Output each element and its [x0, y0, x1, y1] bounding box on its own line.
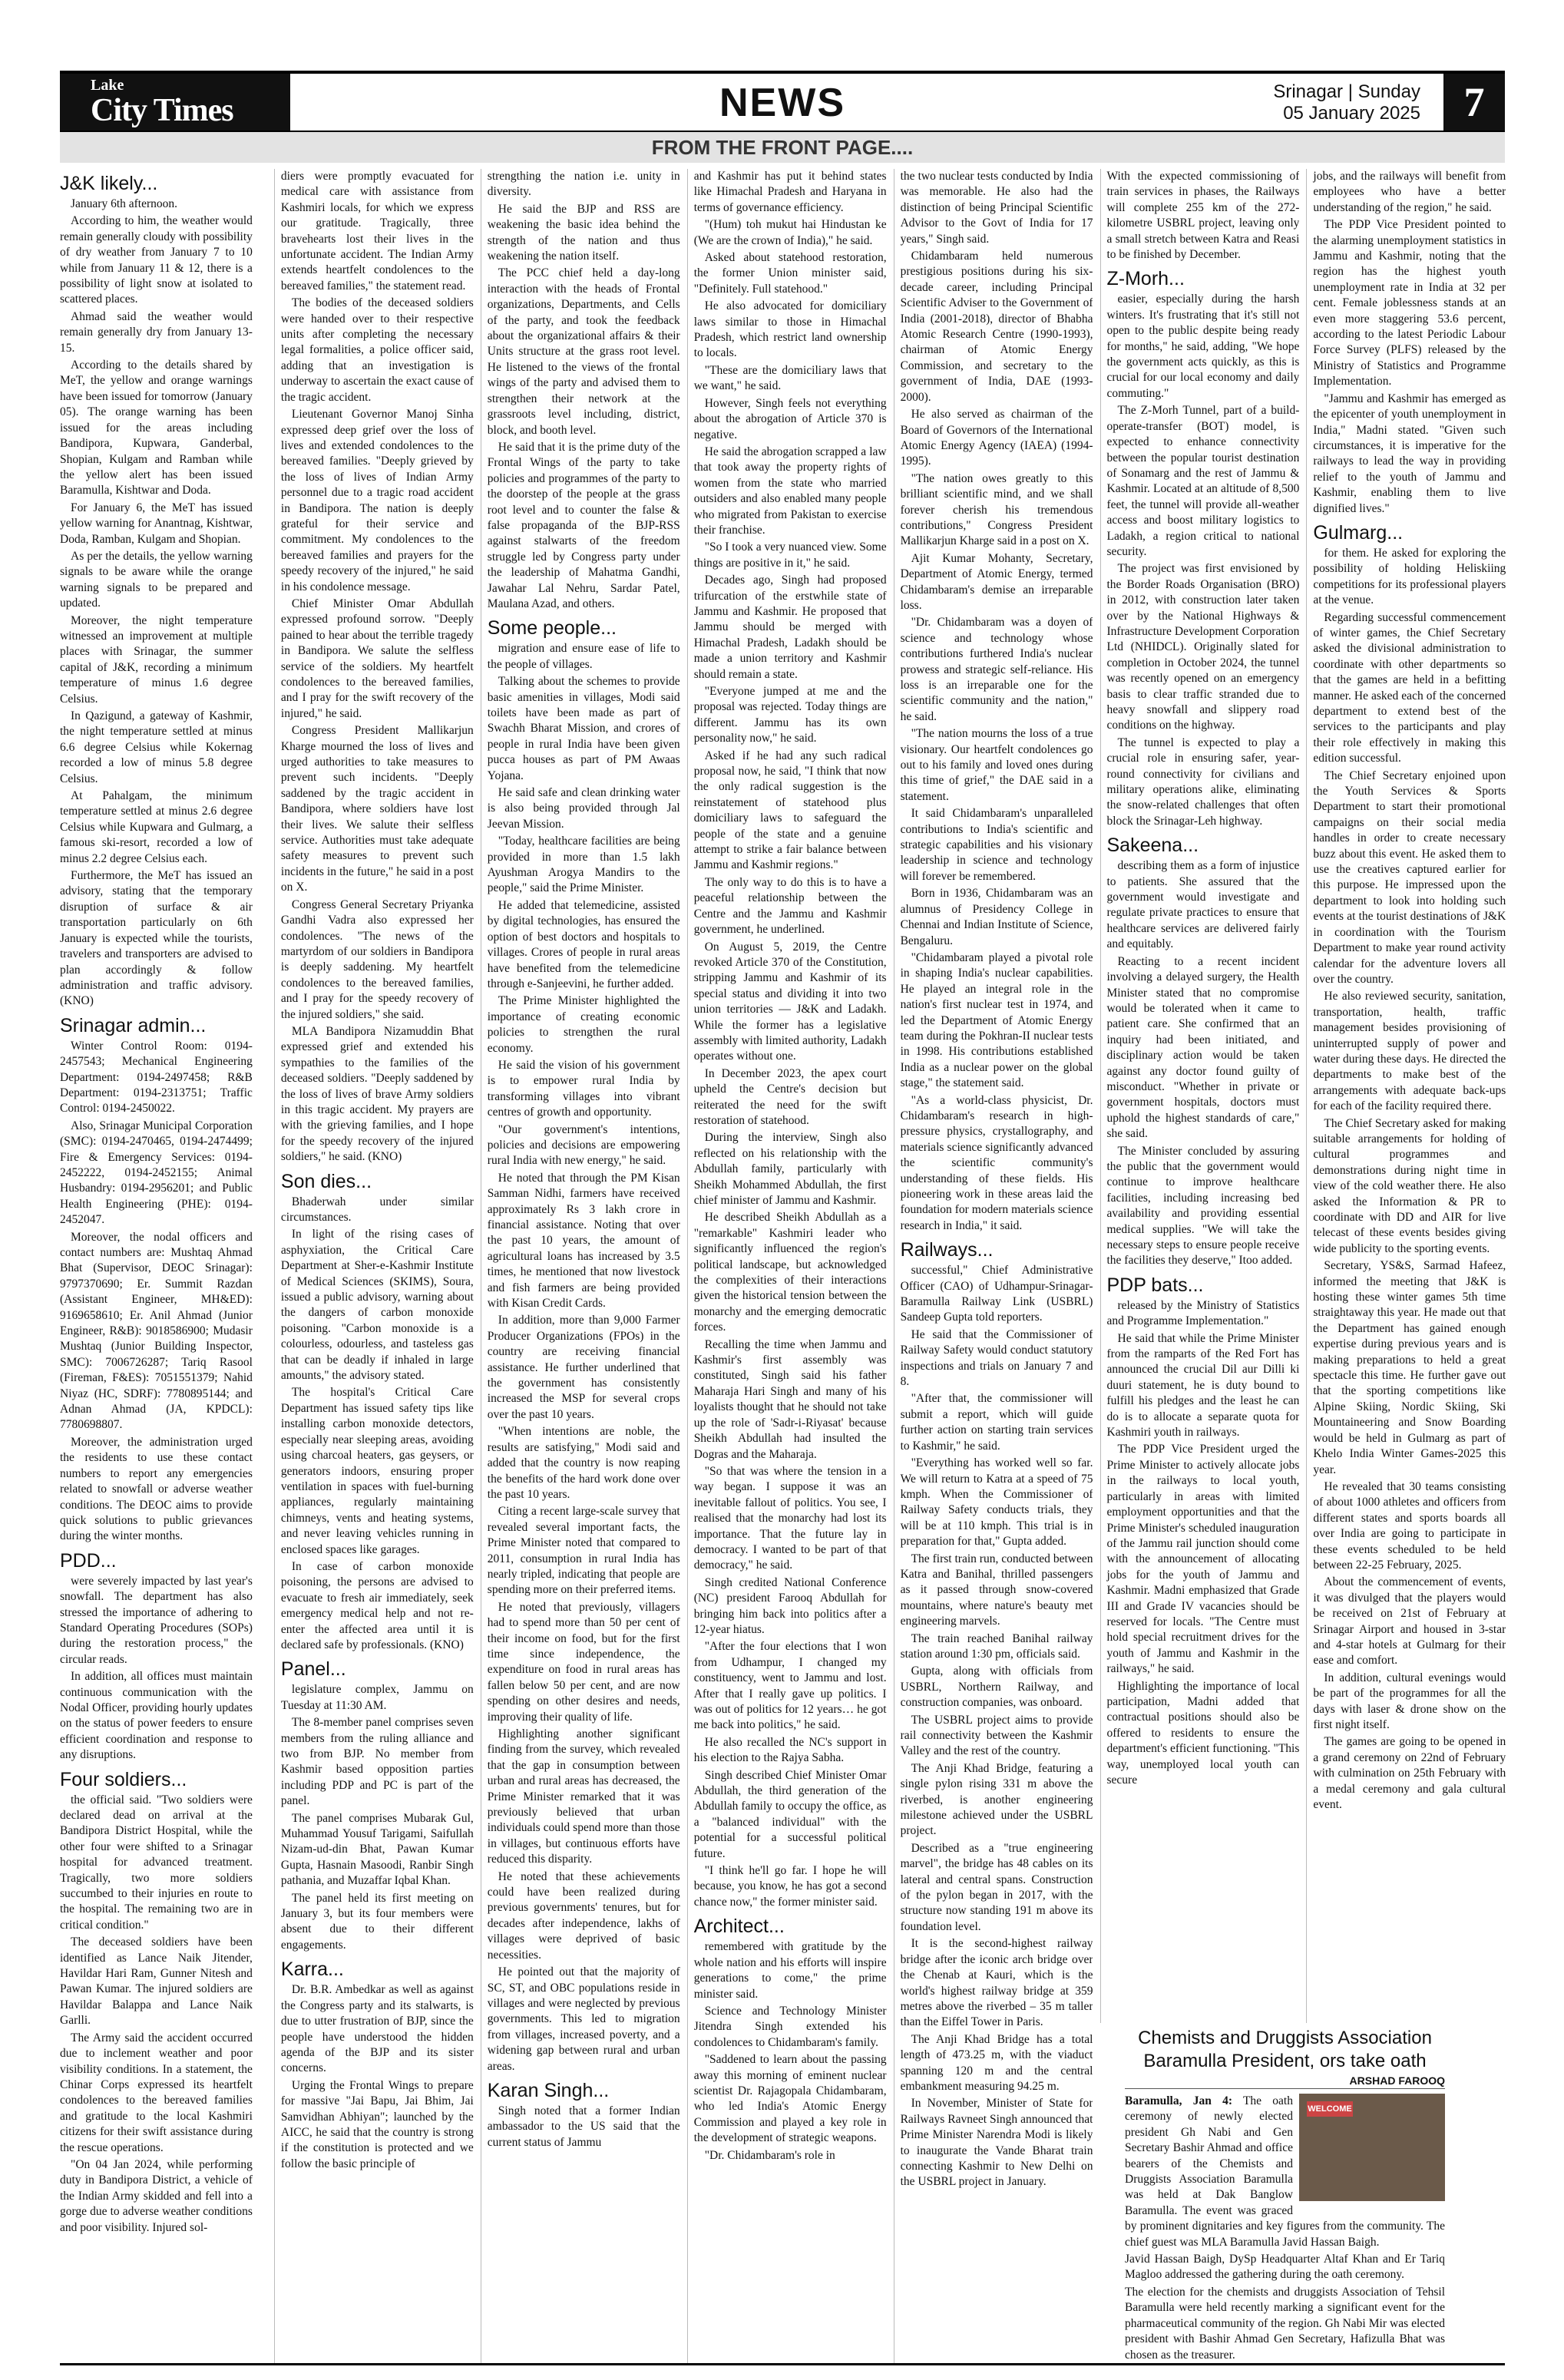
story-paragraph: On August 5, 2019, the Centre revoked Article 370 of the Constitution, stripping Jammu and Kashmir of its special status and dividing it into two union territories — J&K and Ladakh. While the former has a legislative assembly with limited authority, Ladakh operates without one. — [693, 940, 887, 1063]
story-paragraph: He said that while the Prime Minister from the ramparts of the Red Fort has announced the crucial Dil aur Dilli ki duuri statement, he is duty bound to fulfill his pledges and the least he can do is to allocate a separate quota for Kashmiri youth in railways. — [1106, 1331, 1300, 1440]
story-paragraph: "The nation owes greatly to this brilliant scientific mind, and we shall forever cherish his tremendous contributions," Congress President Mallikarjun Kharge said in a post on X. — [900, 471, 1093, 548]
story-paragraph: Singh noted that a former Indian ambassador to the US said that the current status of Jammu — [487, 2104, 680, 2149]
story-paragraph: Described as a "true engineering marvel", the bridge has 48 cables on its lateral and central spans. Construction of the pylon began in 2017, with the structure now standing 191 m above its foundation level. — [900, 1841, 1093, 1933]
boxed-story-text: The oath ceremony of newly elected president Gh Nabi and Gen Secretary Bashir Ahmad and office bearers of the Chemists and Druggists Association Baramulla was held at Dak Banglow Baramulla. The event was graced by prominent dignitaries and key figures from the community. The chief guest was MLA Baramulla Javid Hassan Baigh. — [1125, 2094, 1445, 2249]
story-paragraph: The panel comprises Mubarak Gul, Muhammad Yousuf Tarigami, Saifullah Nizam-ud-din Bhat, Pawan Kumar Gupta, Hasnain Masoodi, Ranbir Singh pathania, and Muzaffar Iqbal Khan. — [280, 1811, 474, 1888]
story-paragraph: In case of carbon monoxide poisoning, the persons are advised to evacuate to fresh air immediately, seek emergency medical help and not re-enter the affected area until it is declared safe by professionals. (KNO) — [280, 1559, 474, 1651]
story-section — [60, 1014, 253, 1545]
story-paragraph: He said the vision of his government is to empower rural India by transforming villages into vibrant centres of growth and opportunity. — [487, 1058, 680, 1119]
story-paragraph: For January 6, the MeT has issued yellow warning for Anantnag, Kishtwar, Doda, Ramban, Kulgam and Shopian. — [60, 501, 253, 546]
story-paragraph: "On 04 Jan 2024, while performing duty in Bandipora District, a vehicle of the Indian Army skidded and fell into a gorge due to adverse weather conditions and poor visibility. Injured sol- — [60, 2157, 253, 2234]
footer-rule — [60, 2363, 1505, 2365]
story-section — [901, 1238, 1093, 2190]
story-paragraph: strengthing the nation i.e. unity in diversity. — [487, 170, 680, 199]
story-paragraph: He also reviewed security, sanitation, transportation, health, traffic management besides provisioning of uninterrupted supply of power and water during these days. He directed the departments to make best of the arrangements with adequate back-ups for each of the facility required there. — [1313, 990, 1506, 1113]
story-paragraph: Singh described Chief Minister Omar Abdullah, the third generation of the Abdullah family to occupy the office, as a "balanced individual" with the potential for a successful political future. — [693, 1768, 887, 1860]
story-paragraph: Singh credited National Conference (NC) president Farooq Abdullah for bringing him back into politics after a 12-year hiatus. — [693, 1575, 887, 1636]
story-paragraph: The bodies of the deceased soldiers were handed over to their respective units after completing the necessary legal formalities, a police officer said, adding that an investigation is underway to ascertain the exact cause of the tragic accident. — [280, 296, 474, 404]
story-paragraph: and Kashmir has put it behind states like Himachal Pradesh and Haryana in terms of governance efficiency. — [693, 170, 887, 214]
boxed-story-para: The election for the chemists and druggists Association of Tehsil Baramulla were held recently marking a significant event for the pharmaceutical community of the region. Gh Nabi Mir was elected president with Bashir Ahmad Gen Secretary, Hafizulla Bhat was chosen as the treasurer. — [1125, 2285, 1445, 2362]
story-kicker: Karan Singh... — [487, 2079, 610, 2101]
story-paragraph: About the commencement of events, it was divulged that the players would be received on 21st of February at Srinagar Airport and housed in 3-star and 4-star hotels at Gulmarg for their ease and comfort. — [1313, 1575, 1506, 1668]
story-paragraph: describing them as a form of injustice to patients. She assured that the government would investigate and regulate private practices to ensure that healthcare services are delivered fairly and equitably. — [1106, 859, 1300, 951]
story-paragraph: According to the details shared by MeT, the yellow and orange warnings have been issued for tomorrow (January 05). The orange warning has been issued for the areas including Bandipora, Kupwara, Ganderbal, Shopian, Kulgam and Ramban while the yellow alert has been issued Baramulla, Kishtwar and Doda. — [60, 359, 253, 497]
story-kicker: PDP bats... — [1106, 1274, 1204, 1296]
story-paragraph: In addition, cultural evenings would be part of the programmes for all the days with laser & drone show on the first night itself. — [1313, 1671, 1506, 1731]
story-section — [694, 1915, 887, 2163]
page-number: 7 — [1443, 74, 1505, 131]
story-paragraph: for them. He asked for exploring the possibility of holding Heliskiing competitions for its professional players at the venue. — [1313, 546, 1506, 607]
column-1 — [60, 169, 253, 2365]
story-kicker: Railways... — [900, 1239, 994, 1261]
story-paragraph: The only way to do this is to have a peaceful relationship between the Centre and the Jammu and Kashmir government, he underlined. — [693, 875, 887, 937]
story-paragraph: The deceased soldiers have been identified as Lance Naik Jitender, Havildar Hari Ram, Gunner Nitesh and Pawan Kumar. The injured soldiers are Havildar Balappa and Lance Naik Garlli. — [60, 1935, 253, 2028]
story-paragraph: The panel held its first meeting on January 3, but its four members were absent due to their different engagements. — [280, 1891, 474, 1952]
story-paragraph: He noted that through the PM Kisan Samman Nidhi, farmers have received approximately Rs 3 lakh crore in financial assistance. Noting that over the past 10 years, the amount of agricultural loans has increased by 3.5 times, he mentioned that now livestock and fish farmers are being provided with Kisan Credit Cards. — [487, 1171, 680, 1311]
story-paragraph: "So that was where the tension in a way began. I suppose it was an inevitable fallout of politics. You see, I realised that the monarchy had lost its importance. That the future lay in democracy. I wanted to be part of that democracy," he said. — [693, 1464, 887, 1572]
story-paragraph: The 8-member panel comprises seven members from the ruling alliance and two from BJP. No member from Kashmir based opposition parties including PDP and PC is part of the panel. — [280, 1716, 474, 1808]
story-paragraph: He also advocated for domiciliary laws similar to those in Himachal Pradesh, which restrict land ownership to locals. — [693, 299, 887, 360]
boxed-story-headline: Chemists and Druggists Association Baramulla President, ors take oath — [1138, 2028, 1432, 2071]
story-section — [1107, 267, 1300, 829]
story-paragraph: "Everyone jumped at me and the proposal was rejected. Today things are different. Jammu has its own personality now," he said. — [693, 685, 887, 745]
story-paragraph: Born in 1936, Chidambaram was an alumnus of Presidency College in Chennai and Indian Institute of Science, Bengaluru. — [900, 887, 1093, 947]
story-paragraph: According to him, the weather would remain generally cloudy with possibility of dry weather from January 7 to 10 while from January 11 & 12, there is a possibility of light snow at isolated to scattered places. — [60, 214, 253, 306]
story-paragraph: The PDP Vice President pointed to the alarming unemployment statistics in Jammu and Kashmir, noting that the region has the highest youth unemployment rate in India at 32 per cent. Female joblessness stands at an even more staggering 53.6 percent, according to the latest Periodic Labour Force Survey (PLFS) released by the Ministry of Statistics and Programme Implementation. — [1313, 218, 1506, 388]
story-kicker: Sakeena... — [1106, 835, 1199, 857]
section-title: NEWS — [719, 81, 845, 125]
story-paragraph: diers were promptly evacuated for medical care with assistance from Kashmiri locals, for which we express our gratitude. Tragically, three bravehearts lost their lives in the unfortunate accident. The Indian Army extends heartfelt condolences to the bereaved families," the statement read. — [280, 170, 474, 293]
story-paragraph: The Z-Morh Tunnel, part of a build-operate-transfer (BOT) model, is expected to enhance connectivity between the popular tourist destination of Sonamarg and the rest of Jammu & Kashmir. Located at an altitude of 8,500 feet, the tunnel will provide all-weather access and boost military logistics to Ladakh, a region critical to national security. — [1106, 404, 1300, 558]
story-paragraph: remembered with gratitude by the whole nation and his efforts will inspire generations to come," the prime minister said. — [693, 1940, 887, 2001]
story-paragraph: He described Sheikh Abdullah as a "remarkable" Kashmiri leader who significantly influenced the region's political landscape, but acknowledged the complexities of their interactions given the historical tension between the monarchy and the emerging democratic forces. — [693, 1211, 887, 1334]
city-day: Srinagar | Sunday — [1273, 81, 1420, 102]
story-section — [488, 616, 680, 2074]
story-kicker: Architect... — [693, 1916, 785, 1938]
story-paragraph: Recalling the time when Jammu and Kashmir's first assembly was constituted, Singh said his father Maharaja Hari Singh and many of his loyalists thought that he should not take up the role of 'Sadr-i-Riyasat' because Sheikh Abdullah had insulted the Dogras and the Maharaja. — [693, 1337, 887, 1461]
story-section — [281, 1658, 474, 1953]
story-paragraph: In November, Minister of State for Railways Ravneet Singh announced that Prime Minister Narendra Modi is likely to inaugurate the Vande Bharat train connecting Kashmir to New Delhi on the USBRL project in January. — [900, 2097, 1093, 2189]
story-paragraph: He said that the Commissioner of Railway Safety would conduct statutory inspections and trials on January 7 and 8. — [900, 1327, 1093, 1389]
story-paragraph: The USBRL project aims to provide rail connectivity between the Kashmir Valley and the rest of the country. — [900, 1713, 1093, 1758]
story-paragraph: He pointed out that the majority of SC, ST, and OBC populations reside in villages and were neglected by previous governments. This led to migration from villages, increased poverty, and a widening gap between rural and urban areas. — [487, 1965, 680, 2073]
story-kicker: Karra... — [280, 1959, 344, 1981]
story-paragraph: He said that it is the prime duty of the Frontal Wings of the party to take policies and programmes of the party to the doorstep of the people at the grass root level and to counter the false & false propaganda of the BJP-RSS against stalwarts of the freedom struggle led by Congress party under the leadership of Mahatma Gandhi, Jawahar Lal Nehru, Sardar Patel, Maulana Azad, and others. — [487, 440, 680, 610]
story-paragraph: Ahmad said the weather would remain generally dry from January 13-15. — [60, 309, 253, 355]
story-paragraph: "The nation mourns the loss of a true visionary. Our heartfelt condolences go out to his family and loved ones during this time of grief," the DAE said in a statement. — [900, 727, 1093, 803]
story-paragraph: Moreover, the administration urged the residents to use these contact numbers to report any emergencies related to snowfall or adverse weather conditions. The DEOC aims to provide quick solutions to public grievances during the winter months. — [60, 1435, 253, 1543]
story-section — [281, 1958, 474, 2172]
boxed-story — [1125, 2027, 1445, 2365]
story-paragraph: January 6th afternoon. — [71, 197, 178, 210]
story-paragraph: The Prime Minister highlighted the importance of creating economic policies to strengthen the rural economy. — [487, 994, 680, 1055]
story-section — [488, 169, 680, 612]
story-paragraph: "Dr. Chidambaram was a doyen of science and technology whose contributions furthered India's nuclear prowess and strategic self-reliance. His loss is an irreparable one for the scientific community and the nation," he said. — [900, 616, 1093, 723]
story-paragraph: He noted that previously, villagers had to spend more than 50 per cent of their income on food, but for the first time since independence, the expenditure on food in rural areas has fallen below 50 per cent, and are now spending on other desires and needs, improving their quality of life. — [487, 1600, 680, 1724]
story-paragraph: In addition, more than 9,000 Farmer Producer Organizations (FPOs) in the country are receiving financial assistance. He further underlined that the government has consistently increased the MSP for several crops over the past 10 years. — [487, 1314, 680, 1421]
story-paragraph: Highlighting another significant finding from the survey, which revealed that the gap in consumption between urban and rural areas has decreased, the Prime Minister remarked that it was previously believed that urban individuals could spend more than those in villages, but continuous efforts have reduced this disparity. — [487, 1727, 680, 1866]
story-paragraph: He said the BJP and RSS are weakening the basic idea behind the strength of the nation and thus weakening the nation itself. — [487, 202, 680, 263]
story-paragraph: Moreover, the night temperature witnessed an improvement at multiple places with Srinagar, the summer capital of J&K, recording a minimum temperature of minus 1.6 degree Celsius. — [60, 613, 253, 706]
story-paragraph: He also recalled the NC's support in his election to the Rajya Sabha. — [693, 1735, 887, 1765]
story-kicker: Four soldiers... — [60, 1768, 187, 1790]
story-paragraph: the official said. "Two soldiers were declared dead on arrival at the Bandipora District Hospital, while the other four were shifted to a Srinagar hospital for advanced treatment. Tragically, two more soldiers succumbed to their injuries en route to the hospital. The remaining two are in critical condition." — [60, 1793, 253, 1932]
story-paragraph: Gupta, along with officials from USBRL, Northern Railway, and construction companies, was onboard. — [900, 1664, 1093, 1710]
story-paragraph: Congress President Mallikarjun Kharge mourned the loss of lives and urged authorities to take measures to prevent such incidents. "Deeply saddened by the tragic accident in Bandipora, where soldiers have lost their lives. We salute their selfless service. Authorities must take adequate safety measures to prevent such incidents in the future," he said in a post on X. — [280, 724, 474, 894]
logo-top: Lake — [91, 77, 124, 94]
story-paragraph: "As a world-class physicist, Dr. Chidambaram's research in high-pressure physics, crystallography, and materials science significantly advanced the scientific community's understanding of these fields. His pioneering work in these areas laid the foundation for modern materials science research in India," it said. — [900, 1093, 1093, 1232]
story-paragraph: Highlighting the importance of local participation, Madni added that contractual positions should also be offered to residents to ensure the department's efficient functioning. "This way, unemployed local youth can secure — [1106, 1679, 1300, 1787]
story-paragraph: The first train run, conducted between Katra and Banihal, thrilled passengers as it passed through snow-covered mountains, where nature's beauty met engineering marvels. — [900, 1552, 1093, 1628]
masthead — [60, 71, 1505, 132]
story-paragraph: The Chief Secretary asked for making suitable arrangements for holding of cultural programmes and demonstrations during night time in view of the cold weather there. He also asked the Information & PR to coordinate with DD and AIR for live telecast of these events besides giving wide publicity to the sporting events. — [1313, 1116, 1506, 1255]
story-section — [488, 2079, 680, 2150]
story-dateline: Baramulla, Jan 4: — [1125, 2094, 1232, 2107]
story-section — [1313, 521, 1506, 1813]
story-paragraph: With the expected commissioning of train services in phases, the Railways will complete 255 km of the 272-kilometre USBRL project, leaving only a small stretch between Katra and Reasi to be finished by December. — [1106, 170, 1300, 262]
story-paragraph: "Saddened to learn about the passing away this morning of eminent nuclear scientist Dr. Rajagopala Chidambaram, who led India's Atomic Energy Commission and played a key role in the development of strategic weapons. — [693, 2053, 887, 2145]
story-paragraph: successful," Chief Administrative Officer (CAO) of Udhampur-Srinagar-Baramulla Railway Link (USBRL) Sandeep Gupta told reporters. — [900, 1264, 1093, 1324]
story-paragraph: Winter Control Room: 0194-2457543; Mechanical Engineering Department: 0194-2497458; R&B Department: 0194-2313751; Traffic Control: 0194-2450022. — [60, 1039, 253, 1116]
story-paragraph: In light of the rising cases of asphyxiation, the Critical Care Department at Sher-e-Kashmir Institute of Medical Sciences (SKIMS), Soura, issued a public advisory, warning about the dangers of carbon monoxide poisoning. "Carbon monoxide is a colourless, odourless, and tasteless gas that can be deadly if inhaled in large amounts," the advisory stated. — [280, 1228, 474, 1383]
story-paragraph: The Minister concluded by assuring the public that the government would continue to improve healthcare facilities, including increasing bed availability and providing essential medical supplies. "We will take the necessary steps to ensure people receive the facilities they deserve," Itoo added. — [1106, 1144, 1300, 1268]
story-paragraph: The Chief Secretary enjoined upon the Youth Services & Sports Department to start their promotional campaigns on their social media handles in order to create necessary buzz about this event. He asked them to use the creatives captured earlier for this purpose. He impressed upon the department to look into holding such events at the tourist destinations of J&K in coordination with the Tourism Department to make year round activity calendar for the adventure lovers all over the country. — [1313, 769, 1506, 986]
story-paragraph: Asked if he had any such radical proposal now, he said, "I think that now the only radical suggestion is the reinstatement of statehood plus domiciliary laws to safeguard the people of the state and a genuine attempt to strike a fair balance between Jammu and Kashmir regions." — [693, 749, 887, 872]
column-2 — [274, 169, 474, 2365]
story-paragraph: He said safe and clean drinking water is also being provided through Jal Jeevan Mission. — [487, 786, 680, 831]
story-paragraph: Citing a recent large-scale survey that revealed several important facts, the Prime Minister noted that compared to 2011, consumption in rural India has nearly tripled, indicating that people are spending more on their preferred items. — [487, 1505, 680, 1597]
story-paragraph: "After that, the commissioner will submit a report, which will guide further action on starting train services to Kashmir," he said. — [900, 1392, 1093, 1453]
story-paragraph: The Anji Khad Bridge, featuring a single pylon rising 331 m above the riverbed, is another engineering milestone achieved under the USBRL project. — [900, 1761, 1093, 1838]
story-paragraph: released by the Ministry of Statistics and Programme Implementation." — [1106, 1298, 1300, 1328]
story-paragraph: In addition, all offices must maintain continuous communication with the Nodal Officer, providing hourly updates on the status of power feeders to ensure efficient coordination and response to any disruptions. — [60, 1670, 253, 1762]
story-paragraph: "Jammu and Kashmir has emerged as the epicenter of youth unemployment in India," Madni stated. "Given such circumstances, it is imperative for the railways to lead the way in providing relief to the youth of Jammu and Kashmir, enabling them to live dignified lives." — [1313, 392, 1506, 515]
story-kicker: Panel... — [280, 1658, 346, 1681]
story-section — [901, 169, 1093, 1234]
story-paragraph: "When intentions are noble, the results are satisfying," Modi said and added that the country is now reaping the benefits of the hard work done over the past 10 years. — [487, 1425, 680, 1501]
story-paragraph: The PCC chief held a day-long interaction with the heads of Frontal organizations, Departments, and Cells of the party, and took the feedback about the organizational affairs & their Units structure at the grass root level. He listened to the views of the frontal wings of the party and advised them to strengthen their network at the grassroots level including, district, block, and booth level. — [487, 266, 680, 437]
story-paragraph: The PDP Vice President urged the Prime Minister to actively allocate jobs in the railways to local youth, particularly in areas with limited employment opportunities and that the Prime Minister's scheduled inauguration of the Jammu rail junction should come with the announcement of allocating jobs for the youth of Jammu and Kashmir. Madni emphasized that Grade III and Grade IV vacancies should be reserved for locals. "The Centre must hold special recruitment drives for the youth of Jammu and Kashmir in the railways," he said. — [1106, 1443, 1300, 1676]
story-paragraph: He noted that these achievements could have been realized during previous governments' tenures, but for decades after independence, lakhs of villages were deprived of basic necessities. — [487, 1869, 680, 1962]
story-paragraph: "Today, healthcare facilities are being provided in more than 1.5 lakh Ayushman Arogya Mandirs to the people," said the Prime Minister. — [487, 835, 680, 895]
story-paragraph: were severely impacted by last year's snowfall. The department has also stressed the importance of adhering to Standard Operating Procedures (SOPs) during the restoration process," the circular reads. — [60, 1574, 253, 1666]
story-paragraph: As per the details, the yellow warning signals to be aware while the orange warning signals to be prepared and updated. — [60, 549, 253, 610]
story-paragraph: The project was first envisioned by the Border Roads Organisation (BRO) in 2012, with construction later taken over by the National Highways & Infrastructure Development Corporation Ltd (NHIDCL). Originally slated for completion in October 2024, the tunnel was recently opened on an emergency basis to clear traffic stranded due to heavy snowfall and slippery road conditions on the highway. — [1106, 562, 1300, 732]
story-kicker: Son dies... — [280, 1170, 372, 1192]
issue-date: 05 January 2025 — [1283, 103, 1420, 124]
story-paragraph: Ajit Kumar Mohanty, Secretary, Department of Atomic Energy, termed Chidambaram's demise an irreparable loss. — [900, 551, 1093, 612]
story-paragraph: "Our government's intentions, policies and decisions are empowering rural India with new energy," he said. — [487, 1122, 680, 1168]
story-paragraph: "(Hum) toh mukut hai Hindustan ke (We are the crown of India)," he said. — [693, 218, 887, 247]
story-paragraph: The hospital's Critical Care Department has issued safety tips like installing carbon monoxide detectors, especially near sleeping areas, avoiding using charcoal heaters, gas geysers, or generators indoors, ensuring proper ventilation in spaces with fuel-burning appliances, regularly maintaining chimneys, vents and heating systems, and never leaving vehicles running in enclosed spaces like garages. — [280, 1386, 474, 1556]
story-paragraph: Furthermore, the MeT has issued an advisory, stating that the temporary disruption of surface & air transportation particularly on 6th January is expected while the tourists, travelers and transporters are advised to plan accordingly & follow administration and traffic advisory. (KNO) — [60, 869, 253, 1008]
story-section — [694, 169, 887, 1910]
story-paragraph: Science and Technology Minister Jitendra Singh extended his condolences to Chidambaram's family. — [693, 2004, 887, 2049]
story-paragraph: Regarding successful commencement of winter games, the Chief Secretary asked the divisional administration to coordinate with other departments so that the games are held in a befitting manner. He asked each of the concerned department to extend best of the services to the participants and play their role effectively in making this edition successful. — [1313, 610, 1506, 765]
story-kicker: PDD... — [60, 1549, 117, 1572]
story-kicker: Srinagar admin... — [60, 1014, 207, 1036]
story-paragraph: "Chidambaram played a pivotal role in shaping India's nuclear capabilities. He played an integral role in the nation's first nuclear test in 1974, and led the Department of Atomic Energy team during the Pokhran-II nuclear tests in 1998. His contributions established India as a nuclear power on the global stage," the statement said. — [900, 950, 1093, 1090]
story-paragraph: Dr. B.R. Ambedkar as well as against the Congress party and its stalwarts, is due to utter frustration of BJP, since the people have understood the hidden agenda of the BJP and its sister concerns. — [280, 1983, 474, 2075]
story-paragraph: During the interview, Singh also reflected on his relationship with the Abdullah family, particularly with Sheikh Mohammed Abdullah, the first chief minister of Jammu and Kashmir. — [693, 1131, 887, 1207]
story-paragraph: At Pahalgam, the minimum temperature settled at minus 2.6 degree Celsius while Kupwara and Gulmarg, a famous ski-resort, recorded a low of minus 2.2 degree Celsius each. — [60, 789, 253, 865]
story-paragraph: However, Singh feels not everything about the abrogation of Article 370 is negative. — [693, 396, 887, 441]
ceremony-photo — [1299, 2094, 1445, 2201]
story-paragraph: "After the four elections that I won from Udhampur, I changed my constituency, went to Jammu and lost. After that I really gave up politics. I was out of politics for 12 years… he got me back into politics," he said. — [693, 1640, 887, 1732]
story-paragraph: He revealed that 30 teams consisting of about 1000 athletes and officers from different states and sports boards all over India are going to participate in these events scheduled to be held between 22-25 February, 2025. — [1313, 1479, 1506, 1572]
column-3 — [481, 169, 680, 2365]
story-paragraph: "These are the domiciliary laws that we want," he said. — [693, 363, 887, 393]
story-section — [60, 172, 253, 1010]
story-section — [281, 1170, 474, 1654]
story-kicker: Gulmarg... — [1313, 521, 1404, 544]
story-paragraph: Congress General Secretary Priyanka Gandhi Vadra also expressed her condolences. "The news of the martyrdom of our soldiers in Bandipora is deeply saddening. My heartfelt condolences to the bereaved families, and I pray for the speedy recovery of the injured soldiers," she said. — [280, 897, 474, 1021]
story-paragraph: It is the second-highest railway bridge after the iconic arch bridge over the Chenab at Kauri, which is the world's highest railway bridge at 359 metres above the riverbed – 35 m taller than the Eiffel Tower in Paris. — [900, 1937, 1093, 2029]
story-section — [60, 1768, 253, 2236]
dateline — [1273, 81, 1420, 124]
story-paragraph: Bhaderwah under similar circumstances. — [280, 1195, 474, 1224]
story-paragraph: jobs, and the railways will benefit from employees who have a better understanding of the region," he said. — [1313, 170, 1506, 214]
story-paragraph: It said Chidambaram's unparalleled contributions to India's scientific and strategic capabilities and his visionary leadership in science and technology will forever be remembered. — [900, 807, 1093, 883]
column-7 — [1306, 169, 1506, 2023]
story-paragraph: Moreover, the nodal officers and contact numbers are: Mushtaq Ahmad Bhat (Supervisor, DEOC Srinagar): 9797370690; Er. Summit Razdan (Assistant Engineer, MH&ED): 9169658610; Er. Anil Ahmad (Junior Engineer, R&B): 9018586900; Mudasir Mushtaq (Junior Building Inspector, SMC): 7006726287; Tariq Rasool (Fireman, F&ES): 7051551379; Nahid Niyaz (HC, SDRF): 7780895144; and Adnan Ahmad (JA, KPDCL): 7780698807. — [60, 1230, 253, 1432]
story-paragraph: In December 2023, the apex court upheld the Centre's decision but reiterated the need for the swift restoration of statehood. — [693, 1066, 887, 1127]
story-paragraph: Talking about the schemes to provide basic amenities in villages, Modi said toilets have been made as part of Swachh Bharat Mission, and crores of people in rural India have been given pucca houses as part of PM Awaas Yojana. — [487, 675, 680, 782]
story-paragraph: Urging the Frontal Wings to prepare for massive "Jai Bapu, Jai Bhim, Jai Samvidhan Abhiyan"; launched by the AICC, he said that the country is strong if the constitution is protected and we follow the basic principle of — [280, 2078, 474, 2170]
story-paragraph: "Everything has worked well so far. We will return to Katra at a speed of 75 kmph. When the Commissioner of Railway Safety conducts trials, they will be at 110 kmph. This trial is in preparation for that," Gupta added. — [900, 1456, 1093, 1549]
photo-banner: WELCOME — [1307, 2101, 1353, 2117]
story-section — [281, 169, 474, 1165]
story-paragraph: Chidambaram held numerous prestigious positions during his six-decade career, including Principal Scientific Adviser to the Government of India (2001-2018), director of Bhabha Atomic Research Centre (1990-1993), chairman of Atomic Energy Commission, and secretary to the government of India, DAE (1993-2000). — [900, 250, 1093, 404]
column-5 — [894, 169, 1093, 2365]
logo-main: City Times — [91, 93, 233, 128]
story-paragraph: The Army said the accident occurred due to inclement weather and poor visibility conditions. In a statement, the Chinar Corps expressed its heartfelt condolences to the bereaved families and gratitude to the local Kashmiri citizens for their swift assistance during the rescue operations. — [60, 2031, 253, 2154]
story-paragraph: Reacting to a recent incident involving a delayed surgery, the Health Minister stated that no compromise would be tolerated when it came to patient care. She confirmed that an inquiry had been initiated, and disciplinary action would be taken against any doctor found guilty of misconduct. "Whether in private or government hospitals, doctors must uphold the highest standards of care," she said. — [1106, 954, 1300, 1141]
story-paragraph: Lieutenant Governor Manoj Sinha expressed deep grief over the loss of lives and extended condolences to the bereaved families. "Deeply grieved by the loss of lives of Indian Army personnel due to a tragic road accident in Bandipora. The nation is deeply grateful for their service and commitment. My condolences to the bereaved families and prayers for the speedy recovery of the injured," he said in his condolence message. — [280, 408, 474, 593]
story-paragraph: easier, especially during the harsh winters. It's frustrating that it's still not open to the public despite being ready for months," he said, adding, "We hope the government acts quickly, as this is crucial for our local economy and daily commuting." — [1106, 293, 1300, 400]
story-kicker: Z-Morh... — [1106, 268, 1185, 290]
story-paragraph: MLA Bandipora Nizamuddin Bhat expressed grief and extended his sympathies to the families of the deceased soldiers. "Deeply saddened by the loss of lives of brave Army soldiers in this tragic accident. My prayers are with the grieving families, and I hope for the speedy recovery of the injured soldiers," he said. (KNO) — [280, 1024, 474, 1164]
story-paragraph: He also served as chairman of the Board of Governors of the International Atomic Energy Agency (IAEA) (1994-1995). — [900, 408, 1093, 468]
byline: ARSHAD FAROOQ — [1125, 2073, 1445, 2089]
story-paragraph: The games are going to be opened in a grand ceremony on 22nd of February with culmination on 25th February with a medal ceremony and gala cultural event. — [1313, 1735, 1506, 1812]
story-paragraph: "So I took a very nuanced view. Some things are positive in it," he said. — [693, 540, 887, 570]
section-banner: FROM THE FRONT PAGE.... — [60, 132, 1505, 163]
story-paragraph: Chief Minister Omar Abdullah expressed profound sorrow. "Deeply pained to hear about the terrible tragedy in Bandipora. We salute the selfless service of the soldiers. My heartfelt condolences to the bereaved families, and I pray for the swift recovery of the injured," he said. — [280, 597, 474, 720]
story-paragraph: "I think he'll go far. I hope he will because, you know, he has got a second chance now," the former minister said. — [693, 1864, 887, 1909]
story-paragraph: The tunnel is expected to play a crucial role in ensuring safer, year-round connectivity for civilians and military operations alike, eliminating the snow-related challenges that often block the Srinagar-Leh highway. — [1106, 735, 1300, 828]
column-6 — [1100, 169, 1300, 2023]
story-section — [1107, 834, 1300, 1269]
story-paragraph: "Dr. Chidambaram's role in — [704, 2148, 835, 2162]
story-paragraph: The train reached Banihal railway station around 1:30 pm, officials said. — [900, 1631, 1093, 1661]
story-section — [1107, 169, 1300, 263]
story-paragraph: He said the abrogation scrapped a law that took away the property rights of women from the state who married outsiders and also enabled many people who migrated from Pakistan to exercise their franchise. — [693, 445, 887, 537]
story-paragraph: legislature complex, Jammu on Tuesday at 11:30 AM. — [280, 1683, 474, 1712]
story-paragraph: In Qazigund, a gateway of Kashmir, the night temperature settled at minus 6.6 degree Celsius while Kokernag recorded a low of minus 5.8 degree Celsius. — [60, 709, 253, 785]
story-paragraph: Secretary, YS&S, Sarmad Hafeez, informed the meeting that J&K is hosting these winter games 5th time straightaway this year. He made out that the Department has gained enough expertise during previous years and is making preparations to held a great spectacle this time. He further gave out that the sporting competitions like Alpine Skiing, Nordic Skiing, Ski Mountaineering and Snow Boarding would be held in Gulmarg as part of Khelo India Winter Games-2025 this year. — [1313, 1259, 1506, 1476]
boxed-story-para: Javid Hassan Baigh, DySp Headquarter Altaf Khan and Er Tariq Magloo addressed the gathering during the oath ceremony. — [1125, 2253, 1445, 2282]
story-kicker: Some people... — [487, 617, 617, 640]
story-section — [1313, 169, 1506, 517]
story-paragraph: the two nuclear tests conducted by India was memorable. He also had the distinction of being Principal Scientific Advisor to the Govt of India for 17 years," Singh said. — [900, 170, 1093, 246]
story-section — [60, 1549, 253, 1764]
story-kicker: J&K likely... — [60, 173, 158, 194]
story-paragraph: The Anji Khad Bridge has a total length of 473.25 m, with the viaduct spanning 120 m and the central embankment measuring 94.25 m. — [900, 2032, 1093, 2093]
story-paragraph: He added that telemedicine, assisted by digital technologies, has ensured the option of best doctors and hospitals to villages. Crores of people in rural areas have benefited from the telemedicine through e-Sanjeevini, he further added. — [487, 898, 680, 990]
story-section — [1107, 1274, 1300, 1789]
story-paragraph: Decades ago, Singh had proposed trifurcation of the erstwhile state of Jammu and Kashmir. He proposed that Jammu should be merged with Himachal Pradesh, Ladakh should be made a union territory and Kashmir should remain a state. — [693, 574, 887, 681]
story-paragraph: Asked about statehood restoration, the former Union minister said, "Definitely. Full statehood." — [693, 251, 887, 296]
story-paragraph: Also, Srinagar Municipal Corporation (SMC): 0194-2470465, 0194-2474499; Fire & Emergency Services: 0194-2452222, 0194-2452155; Animal Husbandry: 0194-2956201; and Public Health Engineering (PHE): 0194-2452047. — [60, 1119, 253, 1227]
story-paragraph: migration and ensure ease of life to the people of villages. — [487, 642, 680, 671]
column-4 — [687, 169, 887, 2365]
